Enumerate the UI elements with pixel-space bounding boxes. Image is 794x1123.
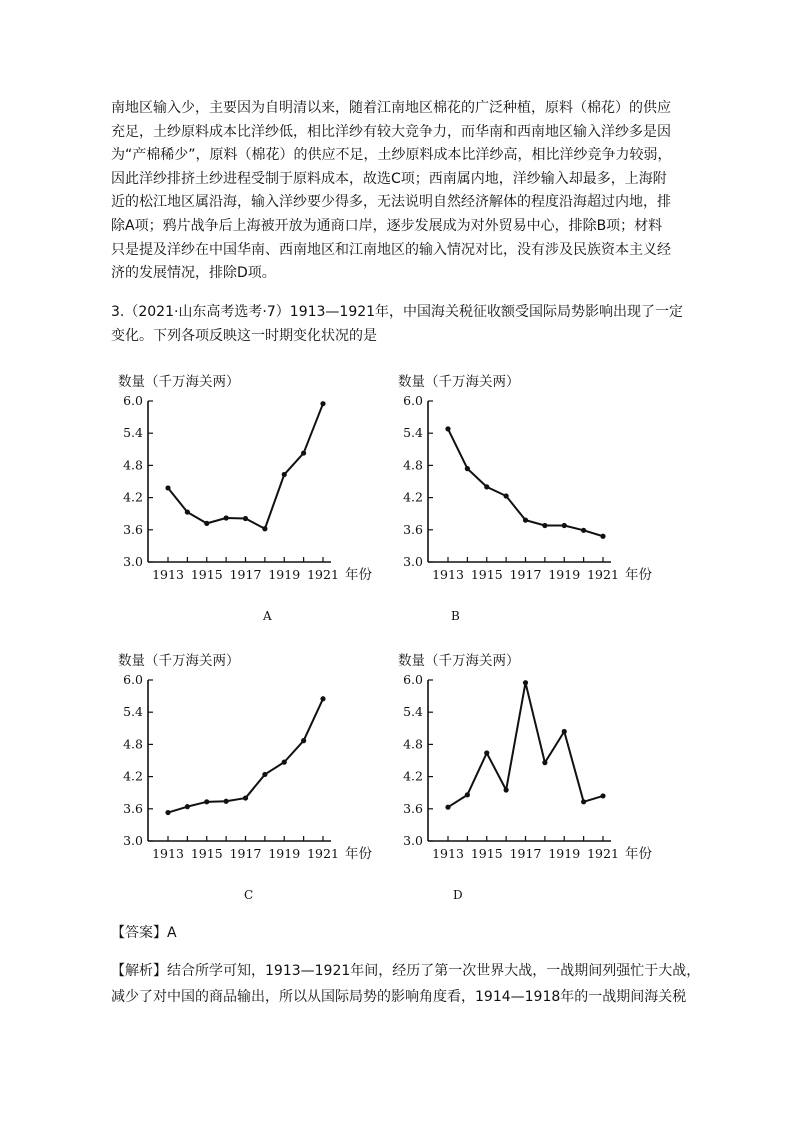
y-tick-label: 4.8 <box>403 736 423 752</box>
data-point <box>320 401 325 406</box>
data-point <box>185 509 190 514</box>
chart-option-d <box>390 647 670 867</box>
data-point <box>523 680 528 685</box>
data-point <box>301 738 306 743</box>
y-axis-label: 数量（千万海关两） <box>118 653 240 669</box>
x-tick-label: 1919 <box>268 846 301 861</box>
y-tick-label: 6.0 <box>123 393 143 408</box>
data-point <box>262 772 267 777</box>
data-point <box>204 799 209 804</box>
x-axis-label: 年份 <box>345 567 372 583</box>
data-point <box>243 795 248 800</box>
y-tick-label: 3.0 <box>403 554 423 569</box>
x-tick-label: 1921 <box>587 846 619 861</box>
y-tick-label: 3.0 <box>123 554 143 569</box>
data-point <box>282 472 287 477</box>
x-tick-label: 1919 <box>268 567 301 582</box>
x-axis-label: 年份 <box>625 846 652 862</box>
x-tick-label: 1915 <box>470 567 503 582</box>
series-line <box>168 404 323 529</box>
x-tick-label: 1913 <box>152 846 184 861</box>
chart-option-a <box>110 368 372 588</box>
y-tick-label: 6.0 <box>123 672 143 687</box>
text-line: 减少了对中国的商品输出，所以从国际局势的影响角度看，1914—1918年的一战期间海关税 <box>111 989 687 1005</box>
data-point <box>504 787 509 792</box>
data-point <box>320 696 325 701</box>
x-tick-label: 1921 <box>587 567 619 582</box>
x-tick-label: 1917 <box>229 567 262 582</box>
x-axis-label: 年份 <box>625 567 652 583</box>
y-axis-label: 数量（千万海关两） <box>398 653 520 669</box>
data-point <box>243 516 248 521</box>
data-point <box>562 523 567 528</box>
data-point <box>282 760 287 765</box>
data-point <box>465 466 470 471</box>
x-tick-label: 1913 <box>432 846 464 861</box>
y-tick-label: 3.0 <box>403 833 423 848</box>
text-line: 济的发展情况，排除D项。 <box>111 265 276 282</box>
analysis-text <box>111 958 701 1010</box>
data-point <box>224 515 229 520</box>
data-point <box>562 729 567 734</box>
text-line: 变化。下列各项反映这一时期变化状况的是 <box>111 327 377 344</box>
y-tick-label: 5.4 <box>403 425 423 441</box>
y-tick-label: 4.2 <box>403 768 423 784</box>
data-point <box>581 528 586 533</box>
data-point <box>484 750 489 755</box>
chart-option-c <box>110 647 372 867</box>
option-label-c: C <box>244 888 254 902</box>
text-line: 【解析】结合所学可知，1913—1921年间，经历了第一次世界大战，一战期间列强忙于大战， <box>111 963 701 979</box>
x-tick-label: 1915 <box>470 846 503 861</box>
y-axis-label: 数量（千万海关两） <box>398 374 520 390</box>
data-point <box>185 804 190 809</box>
series-line <box>448 683 603 808</box>
question-stem <box>111 301 683 348</box>
text-line: 3.（2021·山东高考选考·7）1913—1921年，中国海关税征收额受国际局势影响出现了一定 <box>111 304 684 320</box>
y-tick-label: 5.4 <box>123 425 143 441</box>
text-line: 除A项；鸦片战争后上海被开放为通商口岸，逐步发展成为对外贸易中心，排除B项；材料 <box>111 217 663 234</box>
y-tick-label: 6.0 <box>403 672 423 687</box>
y-tick-label: 4.8 <box>123 736 143 752</box>
y-tick-label: 3.6 <box>403 521 423 537</box>
x-tick-label: 1913 <box>152 567 184 582</box>
y-tick-label: 4.2 <box>123 768 143 784</box>
data-point <box>523 518 528 523</box>
x-axis-label: 年份 <box>345 846 372 862</box>
x-tick-label: 1921 <box>307 567 339 582</box>
answer-line: 【答案】A <box>111 925 177 941</box>
text-line: 充足，土纱原料成本比洋纱低，相比洋纱有较大竞争力，而华南和西南地区输入洋纱多是因 <box>111 123 671 140</box>
data-point <box>542 760 547 765</box>
option-label-d: D <box>453 888 463 902</box>
text-line: 为“产棉稀少”，原料（棉花）的供应不足，土纱原料成本比洋纱高，相比洋纱竞争力较弱， <box>111 147 672 164</box>
data-point <box>581 799 586 804</box>
x-tick-label: 1919 <box>548 567 581 582</box>
text-line: 南地区输入少，主要因为自明清以来，随着江南地区棉花的广泛种植，原料（棉花）的供应 <box>111 100 671 116</box>
option-label-a: A <box>263 609 272 623</box>
data-point <box>445 805 450 810</box>
previous-answer-explanation <box>111 97 683 286</box>
y-tick-label: 4.2 <box>403 489 423 505</box>
y-tick-label: 3.6 <box>403 800 423 816</box>
x-tick-label: 1915 <box>190 567 223 582</box>
text-line: 近的松江地区属沿海，输入洋纱要少得多，无法说明自然经济解体的程度沿海超过内地，排 <box>111 194 671 211</box>
x-tick-label: 1921 <box>307 846 339 861</box>
data-point <box>504 493 509 498</box>
text-line: 因此洋纱排挤土纱进程受制于原料成本，故选C项；西南属内地，洋纱输入却最多，上海附 <box>111 170 667 187</box>
y-tick-label: 4.8 <box>403 457 423 473</box>
data-point <box>465 792 470 797</box>
x-tick-label: 1913 <box>432 567 464 582</box>
chart-option-b <box>390 368 670 588</box>
x-tick-label: 1919 <box>548 846 581 861</box>
y-tick-label: 3.0 <box>123 833 143 848</box>
x-tick-label: 1917 <box>509 567 542 582</box>
y-tick-label: 5.4 <box>403 704 423 720</box>
data-point <box>600 534 605 539</box>
x-tick-label: 1915 <box>190 846 223 861</box>
y-tick-label: 4.2 <box>123 489 143 505</box>
option-label-b: B <box>451 609 460 623</box>
y-axis-label: 数量（千万海关两） <box>118 374 240 390</box>
y-tick-label: 5.4 <box>123 704 143 720</box>
data-point <box>262 526 267 531</box>
y-tick-label: 3.6 <box>123 800 143 816</box>
data-point <box>445 426 450 431</box>
data-point <box>600 793 605 798</box>
y-tick-label: 6.0 <box>403 393 423 408</box>
x-tick-label: 1917 <box>229 846 262 861</box>
data-point <box>204 521 209 526</box>
y-tick-label: 4.8 <box>123 457 143 473</box>
x-tick-label: 1917 <box>509 846 542 861</box>
data-point <box>165 485 170 490</box>
y-tick-label: 3.6 <box>123 521 143 537</box>
data-point <box>224 799 229 804</box>
text-line: 只是提及洋纱在中国华南、西南地区和江南地区的输入情况对比，没有涉及民族资本主义经 <box>111 241 671 258</box>
data-point <box>542 523 547 528</box>
data-point <box>165 810 170 815</box>
data-point <box>301 450 306 455</box>
data-point <box>484 484 489 489</box>
